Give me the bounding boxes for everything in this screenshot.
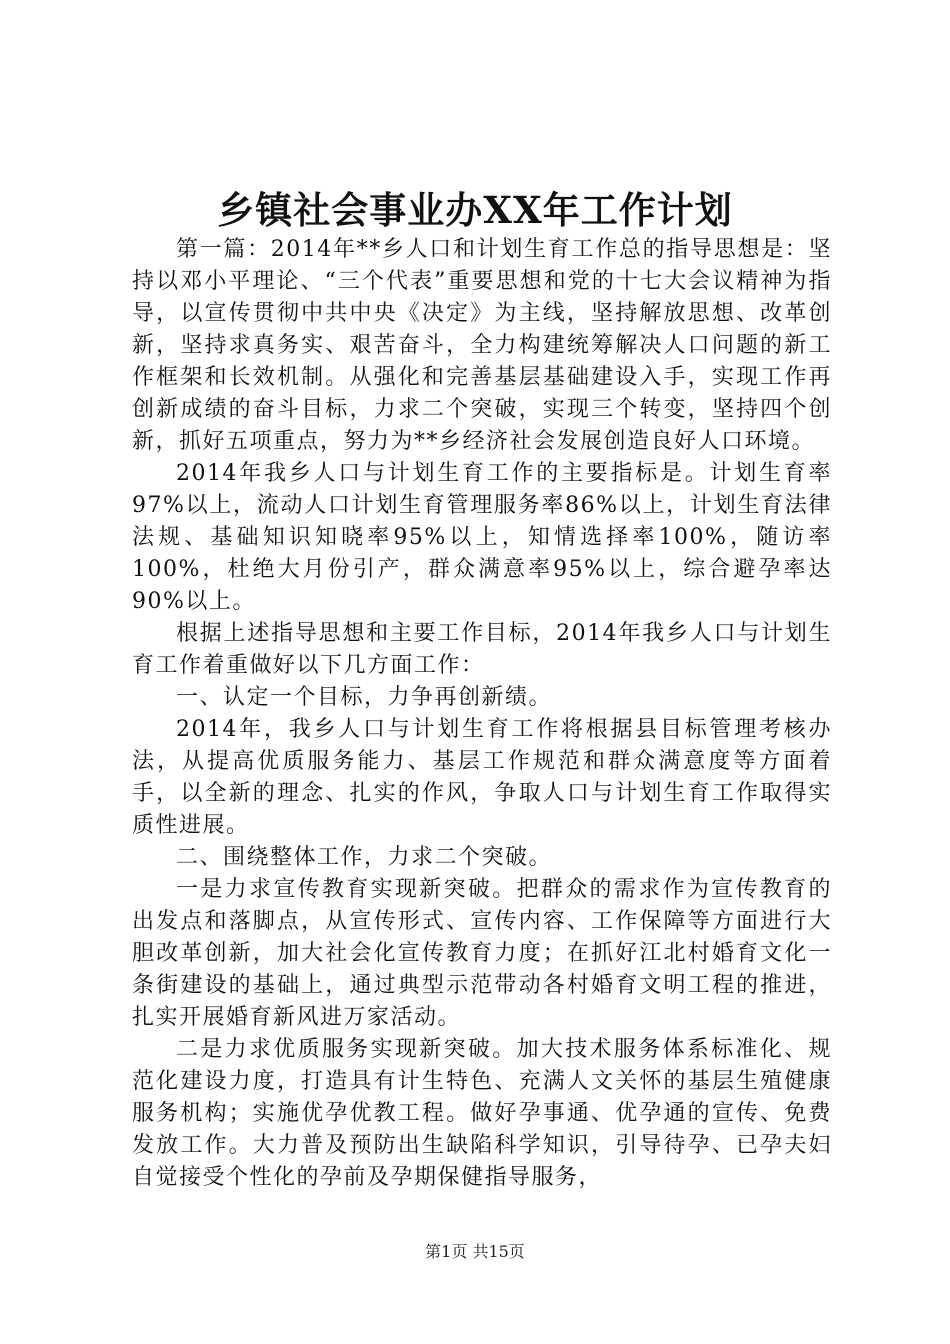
section-heading: 二、围绕整体工作，力求二个突破。 (176, 845, 553, 870)
paragraph: 二是力求优质服务实现新突破。加大技术服务体系标准化、规范化建设力度，打造具有计生特色、充满人文关怀的基层生殖健康服务机构；实施优孕优教工程。做好孕事通、优孕通的宣传、免费发放工作。大力普及预防出生缺陷科学知识，引导待孕、已孕夫妇自觉接受个性化的孕前及孕期保健指导服务， (132, 1037, 832, 1190)
page-title: 乡镇社会事业办XX年工作计划 (217, 188, 733, 232)
page-number-footer: 第1页 共15页 (425, 1242, 525, 1261)
paragraph: 根据上述指导思想和主要工作目标，2014年我乡人口与计划生育工作着重做好以下几方面工作： (132, 621, 832, 678)
paragraph: 一是力求宣传教育实现新突破。把群众的需求作为宣传教育的出发点和落脚点，从宣传形式、宣传内容、工作保障等方面进行大胆改革创新，加大社会化宣传教育力度；在抓好江北村婚育文化一条街建设的基础上，通过典型示范带动各村婚育文明工程的推进，扎实开展婚育新风进万家活动。 (132, 877, 832, 1030)
document-body (132, 234, 832, 1194)
paragraph: 第一篇：2014年**乡人口和计划生育工作总的指导思想是：坚持以邓小平理论、“三个代表”重要思想和党的十七大会议精神为指导，以宣传贯彻中共中央《决定》为主线，坚持解放思想、改革创新，坚持求真务实、艰苦奋斗，全力构建统筹解决人口问题的新工作框架和长效机制。从强化和完善基层基础建设入手，实现工作再创新成绩的奋斗目标，力求二个突破，实现三个转变，坚持四个创新，抓好五项重点，努力为**乡经济社会发展创造良好人口环境。 (132, 237, 832, 454)
paragraph: 2014年，我乡人口与计划生育工作将根据县目标管理考核办法，从提高优质服务能力、基层工作规范和群众满意度等方面着手，以全新的理念、扎实的作风，争取人口与计划生育工作取得实质性进展。 (132, 717, 832, 838)
section-heading: 一、认定一个目标，力争再创新绩。 (176, 685, 553, 710)
paragraph: 2014年我乡人口与计划生育工作的主要指标是。计划生育率97%以上，流动人口计划生育管理服务率86%以上，计划生育法律法规、基础知识知晓率95%以上，知情选择率100%，随访率100%，杜绝大月份引产，群众满意率95%以上，综合避孕率达90%以上。 (132, 461, 832, 614)
